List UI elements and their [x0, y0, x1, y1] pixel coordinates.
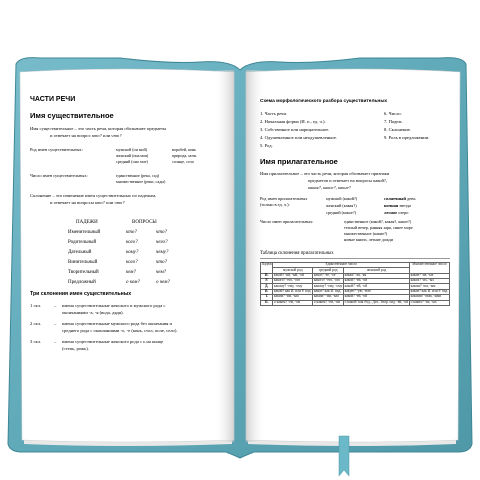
case-name: Родительный — [68, 240, 97, 245]
case-question: о ком? — [126, 280, 140, 285]
example-bold: ночная — [384, 203, 399, 208]
text-fragment: и отвечает на вопрос — [50, 133, 92, 138]
col-header-case: Падеж — [261, 263, 273, 274]
table-cell-case: Р. — [261, 279, 273, 284]
example-rest: звезда — [398, 203, 411, 208]
bookmark-ribbon — [339, 436, 349, 476]
scheme-item: 5. Род. — [260, 143, 273, 148]
table-cell-case: Д. — [261, 284, 273, 289]
adj-gender-question: средний (какое?) — [326, 210, 356, 215]
table-cell-case: В. — [261, 289, 273, 294]
declension-label: 3 скл. — [30, 339, 42, 344]
question-fragment: что? — [111, 133, 122, 138]
case-question: что? — [156, 260, 167, 265]
table-cell: какая? -ая, -яя — [344, 273, 410, 278]
text-fragment: или — [104, 200, 115, 205]
scheme-item: 9. Роль в предложении. — [384, 135, 430, 140]
case-question: чему? — [156, 250, 169, 255]
col-header-plural: Множественное число — [410, 263, 450, 274]
adjective-definition-line3: какая?, какое?, какие? — [308, 185, 351, 190]
declension-definition-line1: Склонение – это изменение имен существительных по падежам, — [30, 193, 157, 198]
declension-label: 2 скл. — [30, 321, 42, 326]
table-cell: каким? -им, -ым — [273, 295, 313, 300]
scheme-item: 2. Начальная форма (И. п., ед. ч.). — [260, 119, 326, 124]
table-cell: какой? -ей, -ой — [344, 284, 410, 289]
text-fragment: или — [101, 133, 112, 138]
declension-definition-line2 — [50, 201, 125, 206]
adj-gender-label: (только в ед. ч.): — [260, 202, 290, 207]
table-cell: какое? как И. пад. — [313, 289, 344, 294]
declension-label: 1 скл. — [30, 303, 42, 308]
table-cell: о каких? -их, -ых — [410, 300, 450, 305]
example-bold: лесное — [384, 210, 398, 215]
table-cell-case: Т. — [261, 295, 273, 300]
scheme-item: 3. Собственное или нарицательное. — [260, 127, 330, 132]
adj-gender-question: женский (какая?) — [326, 203, 357, 208]
declension-dash: – — [54, 321, 57, 326]
gender-row-left: женский (она моя) — [116, 153, 149, 158]
adj-gender-question: мужской (какой?) — [326, 196, 358, 201]
noun-definition-line1: Имя существительное – это часть речи, которая обозначает предметы — [30, 126, 167, 131]
scheme-item: 6. Число. — [384, 111, 402, 116]
table-cell: какие? как И. или Р. пад. — [410, 289, 449, 294]
parts-of-speech-heading: ЧАСТИ РЕЧИ — [30, 96, 76, 103]
adj-gender-example — [384, 197, 416, 201]
adj-number-row: теплый вечер, ранняя заря, синее море — [344, 225, 413, 230]
table-cell: какой? -ей, -ой — [344, 279, 410, 284]
case-question: кого? — [126, 260, 138, 265]
question-fragment: кто? — [94, 200, 105, 205]
col-header-neut: средний род — [313, 268, 344, 273]
case-question: чем? — [156, 270, 167, 275]
title-underline — [260, 258, 450, 259]
number-row: единственное (река, сад) — [116, 173, 160, 178]
adj-number-row: новые книги, летние дожди — [344, 237, 394, 242]
adj-number-row: множественное (какие?) — [344, 231, 388, 236]
adjective-declension-table — [260, 262, 450, 306]
question-fragment: кто? — [91, 133, 102, 138]
col-header-masc: мужской род — [273, 268, 313, 273]
question-fragment: что? — [114, 200, 125, 205]
scheme-item: 7. Падеж. — [384, 119, 403, 124]
noun-definition-line2 — [50, 134, 122, 139]
table-cell: какую? -ую, -юю — [344, 289, 410, 294]
table-cell: какому? -ему, -ому — [273, 284, 313, 289]
declension-text-line1: имена существительные женского и мужского рода с — [62, 303, 166, 308]
table-cell-case: П. — [261, 300, 273, 305]
table-cell: каким? -им, -ым — [313, 295, 344, 300]
table-cell: какой? -ий, -ый, -ой — [273, 273, 313, 278]
table-cell: какой? -ей, -ой — [344, 295, 410, 300]
text-fragment: и отвечает на вопросы — [50, 200, 95, 205]
case-question: чего? — [156, 240, 168, 245]
gender-row-left: средний (оно мое) — [116, 159, 148, 164]
adjective-definition-line1: Имя прилагательное – это часть речи, которая обозначает признаки — [260, 171, 390, 176]
declension-text-line1: имена существительные женского рода с ь на конце — [62, 339, 164, 344]
adjective-heading: Имя прилагательное — [260, 157, 338, 166]
gender-label: Род имен существительных: — [30, 147, 83, 152]
adj-gender-example — [384, 204, 411, 208]
col-header-fem: женский род — [344, 268, 410, 273]
table-cell-case: И. — [261, 273, 273, 278]
case-name: Творительный — [68, 270, 99, 275]
case-name: Винительный — [68, 260, 98, 265]
table-cell: какому? -ему, -ому — [313, 283, 343, 288]
scheme-item: 8. Склонение. — [384, 127, 412, 132]
col-header-singular: Единственное число — [273, 263, 410, 268]
table-cell: какими? -ими, -ыми — [410, 295, 450, 300]
scheme-item: 4. Одушевленное или неодушевленное. — [260, 135, 338, 140]
gender-row-right: природа, ночь — [172, 153, 197, 158]
table-cell: о каком? -ем, -ом — [313, 300, 344, 305]
declension-dash: – — [54, 303, 57, 308]
case-question: кого? — [126, 240, 138, 245]
table-cell: какие? -ие, -ые — [410, 273, 450, 278]
adj-number-row: единственное (какой?, какая?, какое?) — [344, 219, 412, 224]
scheme-item: 1. Часть речи. — [260, 111, 288, 116]
number-label: Число имен существительных: — [30, 173, 88, 178]
table-cell: о какой? как Род., Дат., Твор. пад. -ей, -ой — [344, 299, 409, 304]
case-question: кому? — [126, 250, 139, 255]
three-declensions-heading: Три склонения имен существительных — [30, 291, 132, 297]
cases-header-questions: ВОПРОСЫ — [132, 220, 157, 225]
table-cell: какого? -его, -ого — [273, 279, 313, 284]
table-cell: каких? -их, -ых — [410, 279, 450, 284]
case-question: кто? — [126, 230, 137, 235]
cases-header-case: ПАДЕЖИ — [76, 220, 98, 225]
declension-text-line2: (степь, рожь). — [62, 346, 89, 351]
case-name: Предложный — [68, 280, 96, 285]
declension-text-line1: имена существительные мужского рода без окончания и — [62, 321, 172, 326]
example-rest: озеро — [397, 210, 409, 215]
left-page-content — [30, 96, 226, 436]
right-page-content — [260, 100, 452, 436]
gender-row-right: солнце, село — [172, 159, 194, 164]
table-cell: о каком? -ем, -ом — [273, 300, 313, 305]
table-cell: какого? -его, -ого — [313, 279, 344, 284]
case-name: Именительный — [68, 230, 101, 235]
table-row — [261, 300, 450, 305]
case-name: Дательный — [68, 250, 92, 255]
declension-text-line2: окончаниями -а, -я (вода, дядя). — [62, 310, 124, 315]
declension-text-line2: среднего рода с окончаниями -о, -е (конь, стол, поле, село). — [62, 328, 178, 333]
adj-number-label: Число имен прилагательных: — [260, 219, 314, 224]
case-question: что? — [156, 230, 167, 235]
number-row: множественное (реки, сады) — [116, 179, 166, 184]
scheme-heading: Схема морфологического разбора существительных — [260, 99, 388, 104]
adj-gender-example — [384, 211, 408, 215]
case-question: о чем? — [156, 280, 170, 285]
declension-dash: – — [54, 339, 57, 344]
declension-table-title: Таблица склонения прилагательных — [260, 251, 334, 256]
table-cell: какое? -ее, -ое — [313, 273, 344, 278]
example-bold: солнечный — [384, 196, 406, 201]
gender-row-right: воробей, конь — [172, 147, 197, 152]
case-question: кем? — [126, 270, 136, 275]
adjective-definition-line2: предметов и отвечает на вопросы какой?, — [308, 178, 388, 183]
noun-heading: Имя существительное — [30, 111, 114, 120]
example-rest: день — [405, 196, 416, 201]
table-cell: какой? как И. или Р. пад. — [273, 289, 312, 294]
table-cell: каким? -им, -ым — [410, 284, 450, 289]
adj-gender-label: Род имен прилагательных — [260, 196, 308, 201]
gender-row-left: мужской (он мой) — [116, 147, 148, 152]
